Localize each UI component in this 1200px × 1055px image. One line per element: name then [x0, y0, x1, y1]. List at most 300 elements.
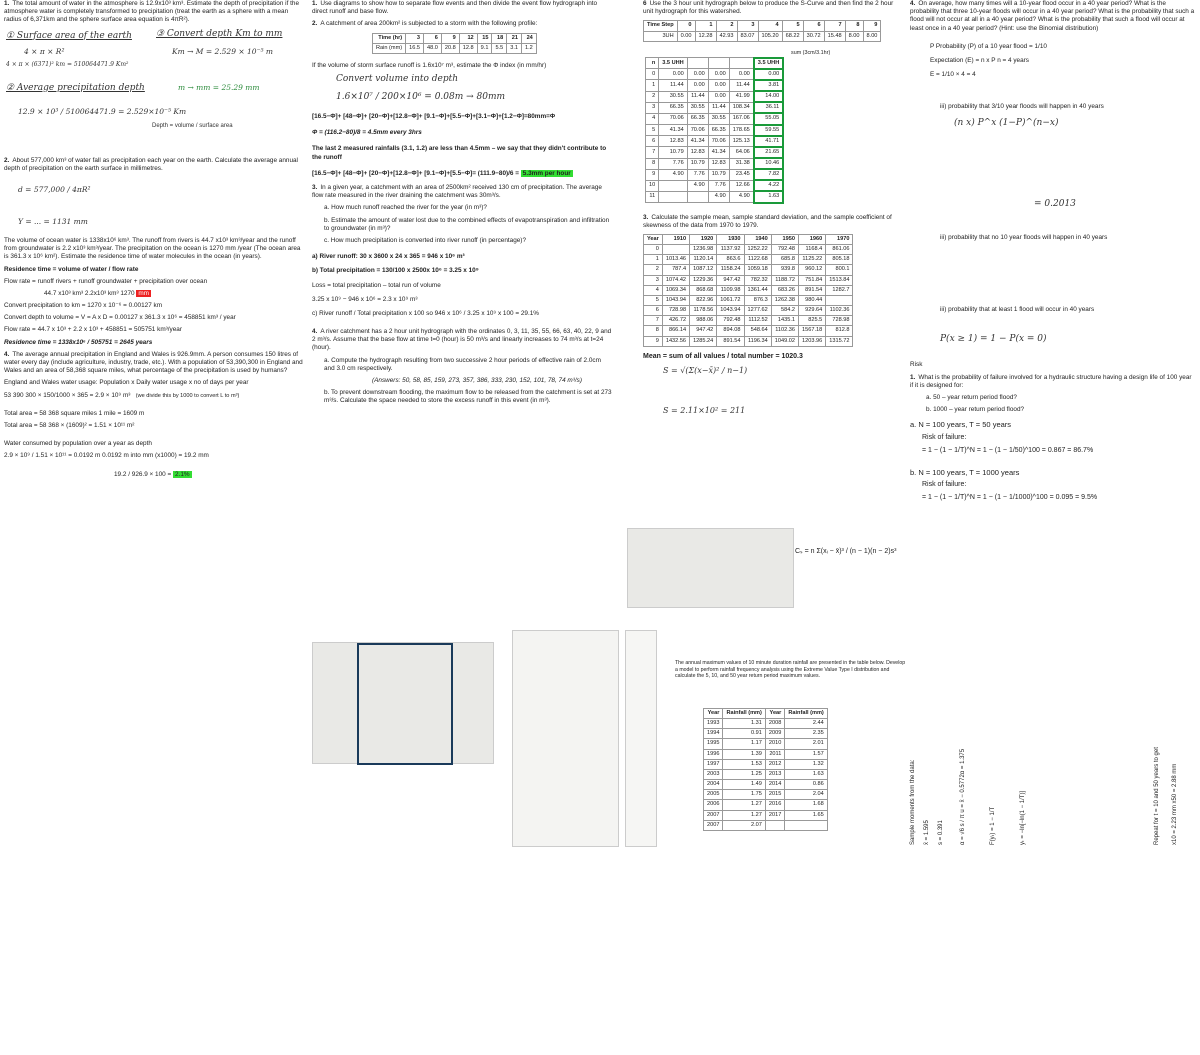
flow-rate-result: Flow rate = 44.7 x 10³ + 2.2 x 10³ + 458851 = 505751 km³/year: [4, 326, 182, 334]
table-row: [704, 810, 828, 820]
table-cell: 7: [646, 147, 659, 158]
table-cell: 0.00: [708, 91, 729, 102]
table-cell: 167.06: [729, 113, 754, 124]
table-cell: 10: [646, 180, 659, 191]
table-cell: 1203.96: [799, 336, 826, 346]
table-cell: 4.90: [708, 191, 729, 202]
table-cell: 1282.7: [826, 285, 853, 295]
table-cell: [826, 295, 853, 305]
table-cell: 1102.36: [771, 326, 798, 336]
table-cell: 2: [646, 91, 659, 102]
table-cell: 2.04: [785, 790, 827, 800]
table-cell: 55.05: [754, 113, 783, 124]
table-cell: 3: [646, 102, 659, 113]
c2-question-2: 2. A catchment of area 200km² is subjected to a storm with the following profile:: [312, 20, 538, 28]
usage-calc: 53 390 300 × 150/1000 × 365 = 2.9 × 10⁹ m³ (we divide this by 1000 to convert L to m³): [4, 391, 240, 399]
mm-badge: mm: [138, 289, 150, 297]
table-row: [644, 306, 853, 316]
flood-question: The annual maximum values of 10 minute duration rainfall are presented in the table below. Develop a model to perform rainfall frequency analysis using the Extreme Value Type I distribution and calculate the 5, 10, and 50 year return period maximum values.: [675, 660, 906, 680]
table-cell: 178.65: [729, 125, 754, 136]
table-cell: 1.53: [723, 759, 765, 769]
table-cell: [659, 180, 687, 191]
c2-question-3: 3. In a given year, a catchment with an area of 2500km² received 130 cm of precipitation. The average flow rate measured in the river draining the catchment was 30m³/s.: [312, 184, 602, 200]
phi-result: Φ = (116.2−80)/8 = 4.5mm every 3hrs: [312, 129, 422, 137]
percentage-line: 19.2 / 926.9 × 100 = 2.1%: [114, 470, 190, 478]
rotated-notes: Sample moments from the data: x̄ = 1.595 s = 0.391 α = √6 s / π u = x̄ − 0.5772α = 1.375 F(yₜ) = 1 − 1/T yₜ = −ln[−ln(1 − 1/T)] Repeat for t = 10 and 50 years to get x10 = 2.23 mm x50 = 2.88 mm: [910, 747, 1178, 845]
table-cell: 1196.34: [744, 336, 771, 346]
column-1: [4, 0, 304, 483]
table-cell: 11.44: [708, 102, 729, 113]
table-cell: 947.42: [690, 326, 717, 336]
table-cell: 548.64: [744, 326, 771, 336]
table-cell: 894.08: [717, 326, 744, 336]
table-cell: 1168.4: [799, 245, 826, 255]
table-cell: 2006: [704, 800, 723, 810]
handwritten-q2: d = 577,000 / 4πR² Y = ... = 1131 mm: [18, 184, 91, 226]
table-cell: 30.55: [687, 102, 708, 113]
table-cell: 1122.68: [744, 255, 771, 265]
table-cell: 2009: [765, 729, 784, 739]
table-cell: 11.44: [687, 91, 708, 102]
table-cell: 1993: [704, 719, 723, 729]
table-cell: 6: [646, 136, 659, 147]
table-cell: 1996: [704, 749, 723, 759]
question-2: 2. About 577,000 km³ of water fall as precipitation each year on the earth. Calculate the average annual depth of precipitation on the earth surface in millimetres.: [4, 156, 298, 172]
table-row: Rain (mm) 16.5 48.0 20.8 12.8 9.1 5.5 3.1 1.2: [373, 43, 537, 53]
table-cell: 792.48: [771, 245, 798, 255]
table-cell: 2007: [704, 820, 723, 830]
table-cell: 10.46: [754, 158, 783, 169]
flow-rate-text: Flow rate = runoff rivers + runoff groundwater + precipitation over ocean: [4, 277, 208, 285]
convert-line: Convert precipitation to km = 1270 x 10⁻⁶ = 0.00127 km: [4, 302, 163, 310]
table-cell: 11.44: [729, 80, 754, 91]
scurve-sum-label: sum (3cm/3.1hr): [791, 49, 831, 56]
table-row: [704, 780, 828, 790]
table-cell: 1513.84: [826, 275, 853, 285]
table-row: [644, 265, 853, 275]
table-row: [644, 326, 853, 336]
table-row: [704, 790, 828, 800]
table-row: [646, 69, 784, 80]
table-cell: 782.32: [744, 275, 771, 285]
table-cell: 0.00: [708, 80, 729, 91]
table-cell: 12.83: [659, 136, 687, 147]
table-cell: 1069.34: [662, 285, 689, 295]
question-4: 4. The average annual precipitation in England and Wales is 926.9mm. A person consumes 150 litres of water every day (include agriculture, industry, trade, etc.). With a population of 53,390,300 in England and Wales and an area of 58,368 square miles, what percentage of the precipitation is used by humans?: [4, 350, 303, 375]
table-cell: 685.8: [771, 255, 798, 265]
scurve-table: [645, 57, 784, 204]
table-cell: 1.27: [723, 800, 765, 810]
table-cell: 2017: [765, 810, 784, 820]
table-cell: [659, 191, 687, 202]
residence-formula: Residence time = volume of water / flow rate: [4, 265, 139, 273]
area-calc: Total area = 58 368 × (1609)² = 1.51 × 10¹¹ m²: [4, 421, 135, 429]
table-cell: 2003: [704, 769, 723, 779]
table-row: [646, 113, 784, 124]
skewness-formula: Cₛ = n Σ(xᵢ − x̄)³ / (n − 1)(n − 2)s³: [795, 548, 897, 555]
table-cell: 683.26: [771, 285, 798, 295]
table-cell: 1995: [704, 739, 723, 749]
table-cell: 728.98: [826, 316, 853, 326]
answer-3c: Loss = total precipitation – total run of volume: [312, 281, 441, 289]
table-cell: 2011: [765, 749, 784, 759]
table-cell: 0.00: [754, 69, 783, 80]
table-cell: 1: [644, 255, 663, 265]
table-cell: 792.48: [717, 316, 744, 326]
table-cell: 868.68: [690, 285, 717, 295]
table-cell: 1277.62: [744, 306, 771, 316]
table-cell: 4.90: [729, 191, 754, 202]
table-cell: 125.13: [729, 136, 754, 147]
table-cell: 1109.98: [717, 285, 744, 295]
table-cell: 7.82: [754, 169, 783, 180]
table-cell: 0.91: [723, 729, 765, 739]
table-cell: 1262.38: [771, 295, 798, 305]
table-cell: 14.00: [754, 91, 783, 102]
table-row: [646, 158, 784, 169]
c4-question-4: 4. On average, how many times will a 10-year flood occur in a 40 year period? What is the probability that three 10-year floods will occur in a 40 year period? What is the probability that such a flood will not occur at all in a 40 year period? What is the probability that such a flood will occur at least once in a 40 year period? (Hint: use the Binomial distribution): [910, 0, 1195, 32]
table-cell: [687, 191, 708, 202]
table-cell: 70.06: [687, 125, 708, 136]
table-row: Year Rainfall (mm) Year Rainfall (mm): [704, 709, 828, 719]
table-cell: 866.14: [662, 326, 689, 336]
table-cell: 728.98: [662, 306, 689, 316]
table-cell: 3: [644, 275, 663, 285]
table-cell: 12.83: [708, 158, 729, 169]
table-cell: 2007: [704, 810, 723, 820]
c2-question-4: 4. A river catchment has a 2 hour unit hydrograph with the ordinates 0, 3, 11, 35, 55, 66, 63, 40, 22, 9 and 2 m³/s. Assume that the base flow at time t=0 (hour) is 50 m³/s and linearly increases to 74 m³/s at t=24 (hour).: [312, 328, 612, 352]
table-cell: 1102.36: [826, 306, 853, 316]
table-cell: 7.76: [708, 180, 729, 191]
table-cell: 861.06: [826, 245, 853, 255]
table-cell: 2016: [765, 800, 784, 810]
table-row: [646, 147, 784, 158]
phi-equation: [16.5−Φ]+ [48−Φ]+ [20−Φ]+[12.8−Φ]+ [9.1−Φ]+[5.5−Φ]+[3.1−Φ]+[1.2−Φ]=80mm=Φ: [312, 113, 556, 121]
table-row: [644, 255, 853, 265]
table-cell: 876.3: [744, 295, 771, 305]
table-row: 3UH 0.00 12.28 42.93 83.07 105.20 68.22 30.72 15.48 8.00 8.00: [644, 31, 881, 41]
table-cell: 9: [644, 336, 663, 346]
table-cell: 1074.42: [662, 275, 689, 285]
table-cell: 6: [644, 306, 663, 316]
table-row: [644, 275, 853, 285]
handwritten-binomial: (n x) P^x (1−P)^(n−x) = 0.2013: [954, 117, 1076, 210]
table-cell: 1120.14: [690, 255, 717, 265]
table-cell: 960.12: [799, 265, 826, 275]
table-cell: 1567.18: [799, 326, 826, 336]
table-cell: 812.8: [826, 326, 853, 336]
table-row: [646, 102, 784, 113]
table-cell: 2005: [704, 790, 723, 800]
table-cell: 4: [644, 285, 663, 295]
table-cell: 1178.56: [690, 306, 717, 316]
table-cell: 2.01: [785, 739, 827, 749]
table-cell: 825.5: [799, 316, 826, 326]
table-cell: 0.86: [785, 780, 827, 790]
table-cell: 1049.02: [771, 336, 798, 346]
table-cell: 1.32: [785, 759, 827, 769]
table-cell: 2.44: [785, 719, 827, 729]
table-cell: 1315.72: [826, 336, 853, 346]
table-cell: 7.76: [659, 158, 687, 169]
percentage-badge: 2.1%: [175, 470, 190, 478]
table-cell: 4.22: [754, 180, 783, 191]
table-cell: 1.39: [723, 749, 765, 759]
table-cell: 1236.98: [690, 245, 717, 255]
table-cell: 2.35: [785, 729, 827, 739]
table-cell: 1059.18: [744, 265, 771, 275]
table-cell: 70.06: [659, 113, 687, 124]
table-row: [704, 719, 828, 729]
table-cell: 1.68: [785, 800, 827, 810]
phi-note: The last 2 measured rainfalls (3.1, 1.2) are less than 4.5mm – we say that they didn't contribute to the runoff: [312, 145, 607, 161]
risk-question: 1. What is the probability of failure involved for a hydraulic structure having a design life of 100 year if it is designed for:: [910, 373, 1192, 389]
table-cell: 41.99: [729, 91, 754, 102]
table-cell: 59.55: [754, 125, 783, 136]
table-cell: 2013: [765, 769, 784, 779]
table-cell: [785, 820, 827, 830]
table-cell: 1252.22: [744, 245, 771, 255]
table-cell: 21.65: [754, 147, 783, 158]
question-1: 1. The total amount of water in the atmosphere is 12.9x10³ km³. Estimate the depth of precipitation if the atmosphere water is completely transformed to precipitation (treat the earth as a sphere with a mean radius of 6,371km and the sphere surface area equation is 4πR²).: [4, 0, 300, 24]
table-cell: 1061.72: [717, 295, 744, 305]
table-cell: 1285.24: [690, 336, 717, 346]
handwritten-surface-area: ① Surface area of the earth 4 × π × R² 4 × π × (6371)² km = 510064471.9 Km² ③ Convert depth Km to mm Km → M = 2.529 × 10⁻⁵ m ② Average precipitation depth 12.9 × 10³ / 510064471.9 = 2.529×10⁻⁵ Km m → mm = 25.29 mm Depth = volume / surface area: [6, 28, 283, 129]
table-cell: 1435.1: [771, 316, 798, 326]
table-row: [644, 316, 853, 326]
table-row: [646, 169, 784, 180]
table-row: [644, 285, 853, 295]
flood-table: [703, 708, 828, 831]
depth-line: Water consumed by population over a year as depth: [4, 440, 152, 448]
table-cell: 1: [646, 80, 659, 91]
table-cell: 1.63: [785, 769, 827, 779]
c3-question-6: 6 Use the 3 hour unit hydrograph below to produce the S-Curve and then find the 2 hour unit hydrograph for this watershed.: [643, 0, 894, 16]
table-cell: 2008: [765, 719, 784, 729]
table-cell: 1.75: [723, 790, 765, 800]
table-cell: 41.34: [708, 147, 729, 158]
table-cell: 426.72: [662, 316, 689, 326]
table-cell: 5: [646, 125, 659, 136]
table-cell: 1.17: [723, 739, 765, 749]
table-cell: 1158.24: [717, 265, 744, 275]
table-cell: 0.00: [687, 69, 708, 80]
table-cell: 1432.56: [662, 336, 689, 346]
table-cell: 805.18: [826, 255, 853, 265]
table-cell: 66.35: [708, 125, 729, 136]
table-cell: 7.76: [687, 169, 708, 180]
risk-heading: Risk: [910, 361, 923, 369]
table-row: [704, 759, 828, 769]
table-cell: 11.44: [659, 80, 687, 91]
table-cell: 4: [646, 113, 659, 124]
residence-result: Residence time = 1338x10⁶ / 505751 = 2645 years: [4, 338, 153, 346]
table-cell: 1043.94: [662, 295, 689, 305]
table-cell: 929.64: [799, 306, 826, 316]
mean-formula: Mean = sum of all values / total number = 1020.3: [643, 352, 803, 360]
table-row: [644, 336, 853, 346]
table-cell: 2014: [765, 780, 784, 790]
table-row: Time Step 0 1 2 3 4 5 6 7 8 9: [644, 21, 881, 31]
table-cell: 36.11: [754, 102, 783, 113]
c2-question-1: 1. Use diagrams to show how to separate flow events and then divide the event flow hydrograph into direct runoff and base flow.: [312, 0, 598, 16]
table-row: Year 1910 1920 1930 1940 1950 1960 1970: [644, 235, 853, 245]
table-cell: 66.35: [687, 113, 708, 124]
table-row: [646, 136, 784, 147]
table-cell: 1137.92: [717, 245, 744, 255]
c3-question-3: 3. Calculate the sample mean, sample standard deviation, and the sample coefficient of skewness of the data from 1970 to 1979.: [643, 213, 892, 229]
area-line: Total area = 58 368 square miles 1 mile = 1609 m: [4, 409, 145, 417]
table-cell: 0.00: [659, 69, 687, 80]
answer-3e: c) River runoff / Total precipitation x 100 so 946 x 10⁶ / 3.25 x 10⁹ x 100 = 29.1%: [312, 309, 539, 317]
table-cell: 12.66: [729, 180, 754, 191]
answer-3b: b) Total precipitation = 130/100 x 2500x 10⁶ = 3.25 x 10⁹: [312, 267, 479, 275]
table-row: [704, 800, 828, 810]
column-4: 4. On average, how many times will a 10-year flood occur in a 40 year period? What is the probability that three 10-year floods will occur in a 40 year period? What is the probability that such a flood will not occur at all in a 40 year period? What is the probability that such a flood will occur at least once in a 40 year period? (Hint: use the Binomial distribution) P Probability (P) of a 10 year flood = 1/10 Expectation (E) = n x P n = 4 years E = 1/10 × 4 = 4 iii) probability that 3/10 year floods will happen in 40 years (n x) P^x (1−P)^(n−x) = 0.2013 iii) probability that no 10 year floods will happen in 40 years iii) probability that at least 1 flood will occur in 40 years P(x ≥ 1) = 1 − P(x = 0) Risk 1. What is the probability of failure involved for a hydraulic structure having a design life of 100 year if it is designed for: a. 50 – year return period flood? b. 1000 – year return period flood? a. N = 100 years, T = 50 years Risk of failure: = 1 − (1 − 1/T)^N = 1 − (1 − 1/50)^100 = 0.867 = 86.7% b. N = 100 years, T = 1000 years Risk of failure: = 1 − (1 − 1/T)^N = 1 − (1 − 1/1000)^100 = 0.095 = 9.5% Sample moments from the data: x̄ = 1.595 s = 0.391 α = √6 s / π u = x̄ − 0.5772α = 1.375 F(yₜ) = 1 − 1/T yₜ = −ln[−ln(1 − 1/T)] Repeat for t = 10 and 50 years to get x10 = 2.23 mm x50 = 2.88 mm: [910, 0, 1196, 507]
table-cell: 2015: [765, 790, 784, 800]
table-cell: 1229.36: [690, 275, 717, 285]
hand-notes-photo: [625, 630, 657, 847]
table-cell: 12.83: [687, 147, 708, 158]
table-cell: 41.34: [659, 125, 687, 136]
table-cell: 64.06: [729, 147, 754, 158]
table-cell: 30.55: [659, 91, 687, 102]
table-cell: 2010: [765, 739, 784, 749]
flow-values: 44.7 x10³ km³ 2.2x10³ km³ 1270 mm: [44, 289, 150, 297]
table-cell: 30.55: [708, 113, 729, 124]
table-cell: 1188.72: [771, 275, 798, 285]
column-3: [643, 0, 906, 828]
table-cell: 4.90: [659, 169, 687, 180]
table-cell: 0: [646, 69, 659, 80]
table-cell: 891.54: [717, 336, 744, 346]
rainfall-years-table: [643, 234, 853, 347]
table-cell: 1.49: [723, 780, 765, 790]
hydrograph-table-image: [312, 642, 494, 764]
table-cell: 2.07: [723, 820, 765, 830]
table-row: [644, 295, 853, 305]
table-cell: 1.57: [785, 749, 827, 759]
table-cell: 947.42: [717, 275, 744, 285]
table-cell: 66.35: [659, 102, 687, 113]
table-cell: 1043.94: [717, 306, 744, 316]
handwritten-atleast: P(x ≥ 1) = 1 − P(x = 0): [940, 333, 1047, 344]
table-cell: 787.4: [662, 265, 689, 275]
table-cell: 1.27: [723, 810, 765, 820]
phi-equation-2: [16.5−Φ]+ [48−Φ]+ [20−Φ]+[12.8−Φ]+ [9.1−Φ]+[5.5−Φ]= (111.9−80)/6 = 5.3mm per hour: [312, 169, 571, 177]
table-row: [646, 125, 784, 136]
table-cell: 1.63: [754, 191, 783, 202]
table-cell: 0.00: [729, 69, 754, 80]
table-cell: 1994: [704, 729, 723, 739]
table-row: [646, 180, 784, 191]
table-row: [704, 729, 828, 739]
table-cell: 31.38: [729, 158, 754, 169]
table-cell: 800.1: [826, 265, 853, 275]
table-cell: 10.79: [708, 169, 729, 180]
answer-3d: 3.25 x 10⁹ − 946 x 10⁶ = 2.3 x 10⁹ m³: [312, 295, 418, 303]
table-cell: 1.25: [723, 769, 765, 779]
table-cell: 2012: [765, 759, 784, 769]
table-row: Time (hr) 3 6 9 12 15 18 21 24: [373, 33, 537, 43]
table-cell: 4.90: [687, 180, 708, 191]
handwritten-phi: Convert volume into depth 1.6×10⁷ / 200×10⁶ = 0.08m → 80mm: [336, 74, 506, 102]
table-row: [704, 820, 828, 830]
phi-question: If the volume of storm surface runoff is 1.6x10⁷ m³, estimate the Φ index (in mm/hr): [312, 61, 547, 69]
table-cell: 7: [644, 316, 663, 326]
depth-calc: 2.9 × 10⁹ / 1.51 × 10¹¹ = 0.0192 m 0.0192 m into mm (x1000) = 19.2 mm: [4, 452, 209, 460]
table-cell: 1013.46: [662, 255, 689, 265]
phi-badge: 5.3mm per hour: [522, 169, 571, 177]
table-row: n 3.5 UHH 3.5 UHH: [646, 58, 784, 69]
table-cell: 2004: [704, 780, 723, 790]
table-row: [704, 749, 828, 759]
table-cell: 1.65: [785, 810, 827, 820]
table-cell: 5: [644, 295, 663, 305]
table-cell: 11: [646, 191, 659, 202]
handwritten-sketch-image: [512, 630, 619, 847]
table-cell: 1997: [704, 759, 723, 769]
table-cell: 1125.22: [799, 255, 826, 265]
table-cell: 8: [644, 326, 663, 336]
table-cell: 939.8: [771, 265, 798, 275]
table-cell: 108.34: [729, 102, 754, 113]
usage-formula: England and Wales water usage: Population x Daily water usage x no of days per year: [4, 379, 249, 387]
table-cell: 1361.44: [744, 285, 771, 295]
table-cell: 891.54: [799, 285, 826, 295]
table-cell: [765, 820, 784, 830]
table-row: [644, 245, 853, 255]
table-row: [646, 191, 784, 202]
answer-3a: a) River runoff: 30 x 3600 x 24 x 365 = 946 x 10⁶ m³: [312, 253, 465, 261]
table-row: [704, 739, 828, 749]
table-cell: 584.2: [771, 306, 798, 316]
table-cell: 1112.52: [744, 316, 771, 326]
column-2: 1. Use diagrams to show how to separate flow events and then divide the event flow hydrograph into direct runoff and base flow. 2. A catchment of area 200km² is subjected to a storm with the following profile: Time (hr) 3 6 9 12 15 18 21 24 Rain (mm) 16.5 48.0 20.8 12.8 9.1 5.5 3.1 1.2 If the volume of storm surface runoff is 1.6x10⁷ m³, estimate the Φ index (in mm/hr) Convert volume into depth 1.6×10⁷ / 200×10⁶ = 0.08m → 80mm [16.5−Φ]+ [48−Φ]+ [20−Φ]+[12.8−Φ]+ [9.1−Φ]+[5.5−Φ]+[3.1−Φ]+[1.2−Φ]=80mm=Φ Φ = (116.2−80)/8 = 4.5mm every 3hrs The last 2 measured rainfalls (3.1, 1.2) are less than 4.5mm – we say that they didn't contribute to the runoff [16.5−Φ]+ [48−Φ]+ [20−Φ]+[12.8−Φ]+ [9.1−Φ]+[5.5−Φ]= (111.9−80)/6 = 5.3mm per hour 3. In a given year, a catchment with an area of 2500km² received 130 cm of precipitation. The average flow rate measured in the river draining the catchment was 30m³/s. a. How much runoff reached the river for the year (in m³)? b. Estimate the amount of water lost due to the combined effects of evapotranspiration and infiltration to groundwater (in m³)? c. How much precipitation is converted into river runoff (in percentage)? a) River runoff: 30 x 3600 x 24 x 365 = 946 x 10⁶ m³ b) Total precipitation = 130/100 x 2500x 10⁶ = 3.25 x 10⁹ Loss = total precipitation – total run of volume 3.25 x 10⁹ − 946 x 10⁶ = 2.3 x 10⁹ m³ c) River runoff / Total precipitation x 100 so 946 x 10⁶ / 3.25 x 10⁹ x 100 = 29.1% 4. A river catchment has a 2 hour unit hydrograph with the ordinates 0, 3, 11, 35, 55, 66, 63, 40, 22, 9 and 2 m³/s. Assume that the base flow at time t=0 (hour) is 50 m³/s and linearly increases to 74 m³/s at t=24 (hour). a. Compute the hydrograph resulting from two successive 2 hour periods of effective rain of 2.0cm and 3.0 cm respectively. (Answers: 50, 58, 85, 159, 273, 357, 386, 333, 230, 152, 101, 78, 74 m³/s) b. To prevent downstream flooding, the maximum flow to be released from the catchment is set at 273 m³/s. Calculate the space needed to store the excess runoff in this event (in m³).: [312, 0, 612, 410]
table-cell: 41.34: [687, 136, 708, 147]
table-cell: 2: [644, 265, 663, 275]
table-cell: 0.00: [708, 69, 729, 80]
table-cell: 10.79: [659, 147, 687, 158]
table-row: [646, 91, 784, 102]
handwritten-std: S = √(Σ(x−x̄)² / n−1) S = 2.11×10² = 211: [663, 365, 748, 415]
table-cell: 980.44: [799, 295, 826, 305]
table-cell: 9: [646, 169, 659, 180]
table-cell: 8: [646, 158, 659, 169]
skewness-photo: [627, 528, 794, 608]
table-cell: [662, 245, 689, 255]
table-cell: 41.71: [754, 136, 783, 147]
unit-hydrograph-table: [643, 20, 881, 41]
table-cell: 0: [644, 245, 663, 255]
table-cell: 863.6: [717, 255, 744, 265]
table-row: [646, 80, 784, 91]
table-cell: 822.96: [690, 295, 717, 305]
table-cell: 0.00: [687, 80, 708, 91]
table-cell: 1087.12: [690, 265, 717, 275]
ocean-problem: The volume of ocean water is 1338x10⁶ km³. The runoff from rivers is 44.7 x10³ km³/year and the runoff from groundwater is 2.2 x10³ km³/year. The precipitation on the ocean is 1270 mm /year (The ocean area is 361.3 x 10⁶ km²). Estimate the residence time of water molecules in the ocean (in years).: [4, 236, 301, 261]
table-cell: 988.06: [690, 316, 717, 326]
table-cell: 3.81: [754, 80, 783, 91]
table-cell: 10.79: [687, 158, 708, 169]
convert-volume-line: Convert depth to volume = V = A x D = 0.00127 x 361.3 x 10⁶ = 458851 km³ / year: [4, 314, 236, 322]
table-row: [704, 769, 828, 779]
table-cell: 751.84: [799, 275, 826, 285]
table-cell: 1.31: [723, 719, 765, 729]
table-cell: 23.45: [729, 169, 754, 180]
table-cell: 70.06: [708, 136, 729, 147]
storm-profile-table: [372, 33, 537, 54]
